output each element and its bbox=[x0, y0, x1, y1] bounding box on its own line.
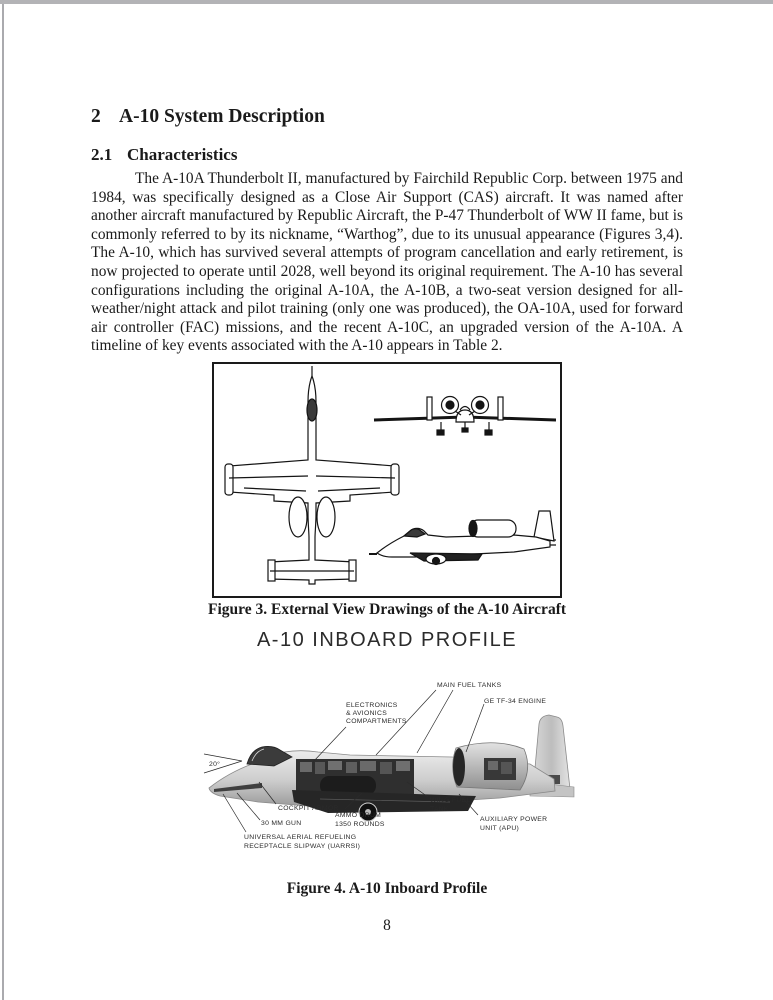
label-uarrsi-2: RECEPTACLE SLIPWAY (UARRSI) bbox=[244, 843, 361, 850]
subsection-number: 2.1 bbox=[91, 145, 113, 164]
figure4-image bbox=[200, 660, 580, 875]
label-engine: GE TF-34 ENGINE bbox=[484, 698, 547, 705]
page-left-edge bbox=[2, 4, 4, 1000]
label-ammo-2: 1350 ROUNDS bbox=[335, 821, 385, 828]
figure3-caption: Figure 3. External View Drawings of the A-10 Aircraft bbox=[207, 601, 567, 618]
label-wing-fuel-2: TANK bbox=[430, 806, 449, 813]
label-cockpit-armor: COCKPIT ARMOR bbox=[278, 805, 339, 812]
a10-top-view bbox=[225, 366, 399, 584]
page-top-edge bbox=[0, 0, 773, 4]
label-gun: 30 MM GUN bbox=[261, 820, 302, 827]
label-main-fuel-tanks: MAIN FUEL TANKS bbox=[437, 682, 502, 689]
a10-side-view bbox=[369, 511, 556, 565]
section-heading bbox=[91, 106, 325, 128]
section-title: A-10 System Description bbox=[119, 106, 325, 127]
characteristics-paragraph: The A-10A Thunderbolt II, manufactured by Fairchild Republic Corp. between 1975 and 1984, was specifically designed as a Close Air Support (CAS) aircraft. It was named after another aircraft manufactured by Republic Aircraft, the P-47 Thunderbolt of WW II fame, but is commonly referred to by its nickname, “Warthog”, due to its unusual appearance (Figures 3,4). The A-10, which has survived several attempts of program cancellation and early retirement, is now projected to operate until 2028, well beyond its original requirement. The A-10 has several configurations including the original A-10A, the A-10B, a two-seat version designed for all-weather/night attack and pilot training (only one was produced), the OA-10A, used for forward air controller (FAC) missions, and the recent A-10C, an upgraded version of the A-10A. A timeline of key events associated with the A-10 appears in Table 2. bbox=[91, 170, 683, 355]
label-electronics-2: & AVIONICS bbox=[346, 710, 388, 717]
label-apu-2: UNIT (APU) bbox=[480, 825, 520, 832]
subsection-title: Characteristics bbox=[127, 145, 238, 164]
section-number: 2 bbox=[91, 106, 101, 127]
label-electronics-3: COMPARTMENTS bbox=[346, 718, 407, 725]
label-uarrsi-1: UNIVERSAL AERIAL REFUELING bbox=[244, 834, 357, 841]
label-ammo-1: AMMO DRUM bbox=[335, 812, 382, 819]
page-number: 8 bbox=[383, 917, 391, 934]
label-wing-fuel-1: WING FUEL bbox=[430, 797, 471, 804]
figure3-image bbox=[212, 362, 562, 598]
label-electronics-1: ELECTRONICS bbox=[346, 702, 398, 709]
label-apu-1: AUXILIARY POWER bbox=[480, 816, 548, 823]
subsection-heading bbox=[91, 145, 237, 165]
figure4-title: A-10 INBOARD PROFILE bbox=[256, 629, 518, 651]
a10-cutaway-drawing bbox=[204, 682, 574, 850]
a10-three-view-drawing bbox=[214, 364, 556, 592]
figure4-caption: Figure 4. A-10 Inboard Profile bbox=[286, 880, 488, 897]
a10-front-view bbox=[374, 397, 556, 436]
label-angle: 20° bbox=[209, 761, 221, 768]
